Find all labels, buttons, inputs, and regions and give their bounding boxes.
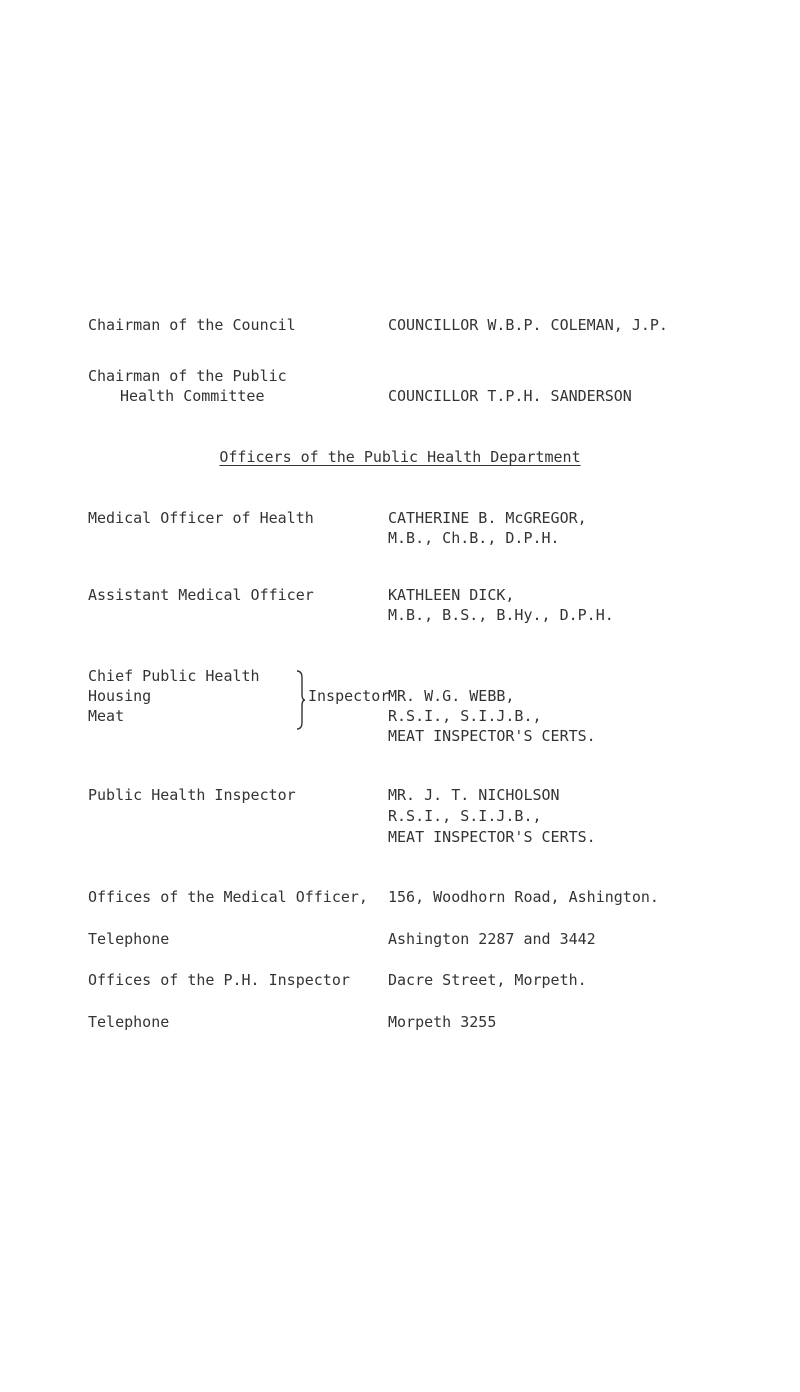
mo-telephone-value: Ashington 2287 and 3442 [388, 930, 596, 948]
amo-quals: M.B., B.S., B.Hy., D.P.H. [388, 606, 614, 624]
phi-role: Public Health Inspector [88, 786, 296, 804]
phi-quals: R.S.I., S.I.J.B., [388, 807, 542, 825]
cphi-quals: R.S.I., S.I.J.B., [388, 707, 542, 725]
amo-name: KATHLEEN DICK, [388, 586, 515, 604]
cphi-certs: MEAT INSPECTOR'S CERTS. [388, 727, 596, 745]
phi-telephone-label: Telephone [88, 1013, 170, 1031]
mo-offices-label: Offices of the Medical Officer, [88, 888, 368, 906]
cphi-role-line1: Chief Public Health [88, 667, 260, 685]
moh-quals: M.B., Ch.B., D.P.H. [388, 529, 560, 547]
phi-telephone-value: Morpeth 3255 [388, 1013, 497, 1031]
mo-telephone-label: Telephone [88, 930, 170, 948]
phi-name: MR. J. T. NICHOLSON [388, 786, 560, 804]
cphi-role-suffix: Inspector [308, 687, 390, 705]
chairman-health-name: COUNCILLOR T.P.H. SANDERSON [388, 387, 632, 405]
moh-name: CATHERINE B. McGREGOR, [388, 509, 587, 527]
phi-offices-address: Dacre Street, Morpeth. [388, 971, 587, 989]
chairman-council-name: COUNCILLOR W.B.P. COLEMAN, J.P. [388, 316, 668, 334]
chairman-health-label-line2: Health Committee [120, 387, 265, 405]
phi-offices-label: Offices of the P.H. Inspector [88, 971, 350, 989]
chairman-health-label-line1: Chairman of the Public [88, 367, 287, 385]
moh-role: Medical Officer of Health [88, 509, 314, 527]
right-brace-icon [296, 670, 306, 730]
phi-certs: MEAT INSPECTOR'S CERTS. [388, 828, 596, 846]
chairman-council-label: Chairman of the Council [88, 316, 296, 334]
section-title: Officers of the Public Health Department [219, 448, 581, 466]
mo-offices-address: 156, Woodhorn Road, Ashington. [388, 888, 659, 906]
amo-role: Assistant Medical Officer [88, 586, 314, 604]
cphi-role-line3: Meat [88, 707, 125, 725]
cphi-role-line2: Housing [88, 687, 152, 705]
cphi-name: MR. W.G. WEBB, [388, 687, 515, 705]
